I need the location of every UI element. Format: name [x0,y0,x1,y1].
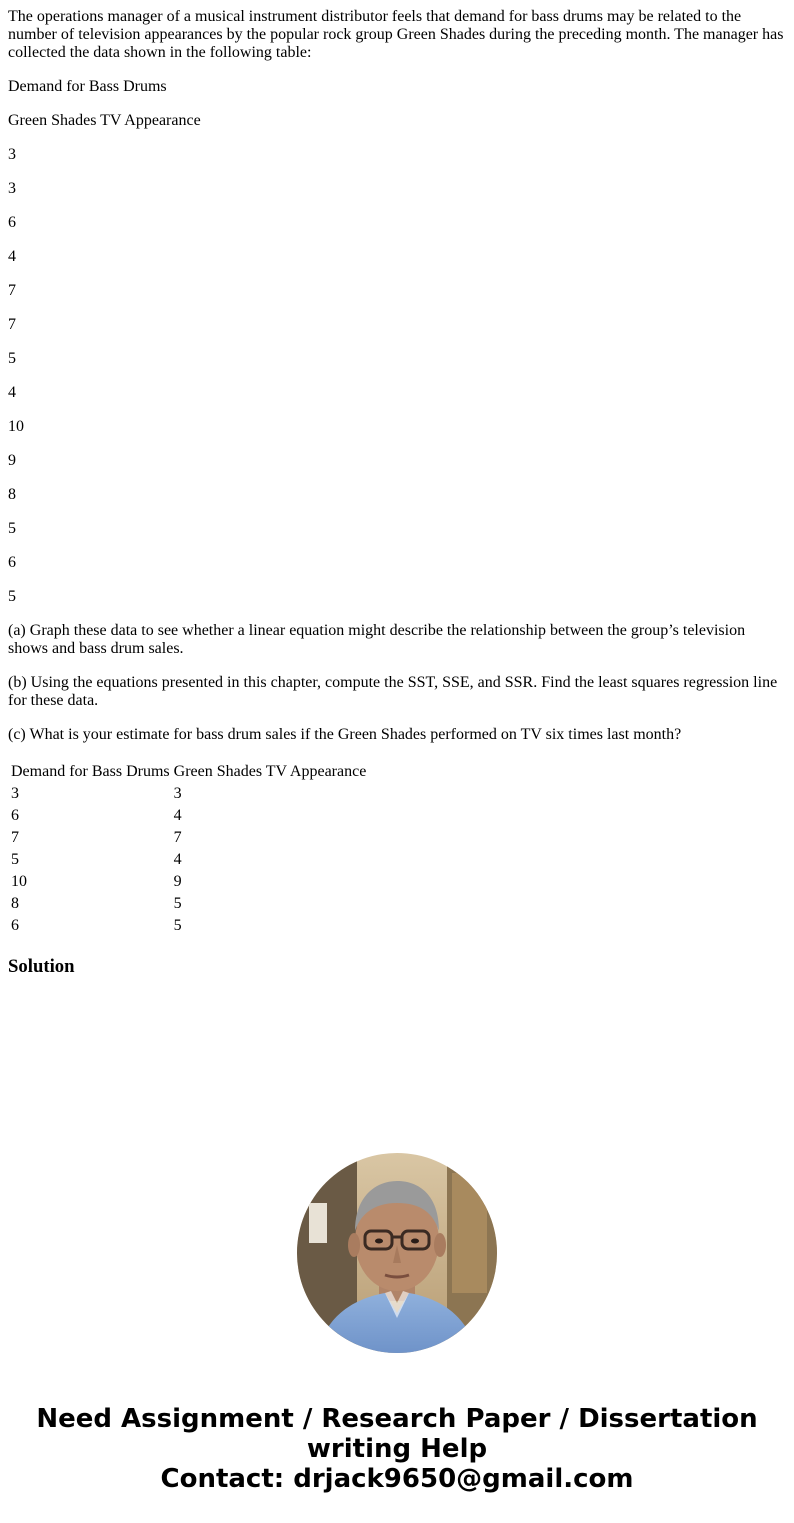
flat-value: 3 [8,180,16,197]
table-cell: 3 [11,785,19,802]
table-cell: 3 [173,785,182,802]
table-row [10,784,367,804]
promo-banner [0,1404,794,1494]
solution-heading: Solution [8,956,75,977]
flat-value: 5 [8,588,16,605]
part-a: (a) Graph these data to see whether a linear equation might describe the relationship between the group’s television shows and bass drum sales. [8,622,746,657]
table-cell: 8 [11,895,19,912]
author-photo-illustration [297,1153,497,1353]
part-b: (b) Using the equations presented in this chapter, compute the SST, SSE, and SSR. Find the least squares regression line for these data. [8,674,778,709]
table-cell: 7 [173,829,182,846]
flat-value: 10 [8,418,24,435]
table-header-cell: Green Shades TV Appearance [173,763,367,780]
table-row [10,872,367,892]
flat-value: 9 [8,452,16,469]
flat-value: 5 [8,520,16,537]
author-avatar [297,1153,497,1353]
table-header-row [10,762,367,782]
table-row [10,806,367,826]
flat-value: 5 [8,350,16,367]
flat-value: 8 [8,486,16,503]
flat-value: 6 [8,554,16,571]
table-cell: 7 [11,829,19,846]
header-demand: Demand for Bass Drums [8,78,167,95]
table-row [10,850,367,870]
table-cell: 4 [173,851,182,868]
table-row [10,894,367,914]
header-tv-appearance: Green Shades TV Appearance [8,112,201,129]
promo-line: Need Assignment / Research Paper / Dissertation [36,1404,758,1434]
table-cell: 5 [173,895,182,912]
flat-value: 6 [8,214,16,231]
table-header-cell: Demand for Bass Drums [11,763,170,780]
table-row [10,916,367,936]
promo-line: writing Help [306,1434,488,1464]
table-cell: 6 [11,917,19,934]
flat-value: 3 [8,146,16,163]
table-cell: 9 [173,873,182,890]
promo-contact: Contact: drjack9650@gmail.com [160,1464,634,1494]
table-cell: 10 [11,873,27,890]
flat-value: 4 [8,248,16,265]
part-c: (c) What is your estimate for bass drum sales if the Green Shades performed on TV six times last month? [8,726,682,743]
flat-value: 7 [8,282,16,299]
flat-value: 7 [8,316,16,333]
document-content [8,8,786,978]
table-cell: 4 [173,807,182,824]
table-cell: 5 [11,851,19,868]
problem-intro: The operations manager of a musical instrument distributor feels that demand for bass drums may be related to the number of television appearances by the popular rock group Green Shades during the preceding month. The manager has collected the data shown in the following table: [8,8,784,61]
data-table [8,760,369,938]
table-cell: 6 [11,807,19,824]
table-cell: 5 [173,917,182,934]
table-row [10,828,367,848]
flat-value: 4 [8,384,16,401]
